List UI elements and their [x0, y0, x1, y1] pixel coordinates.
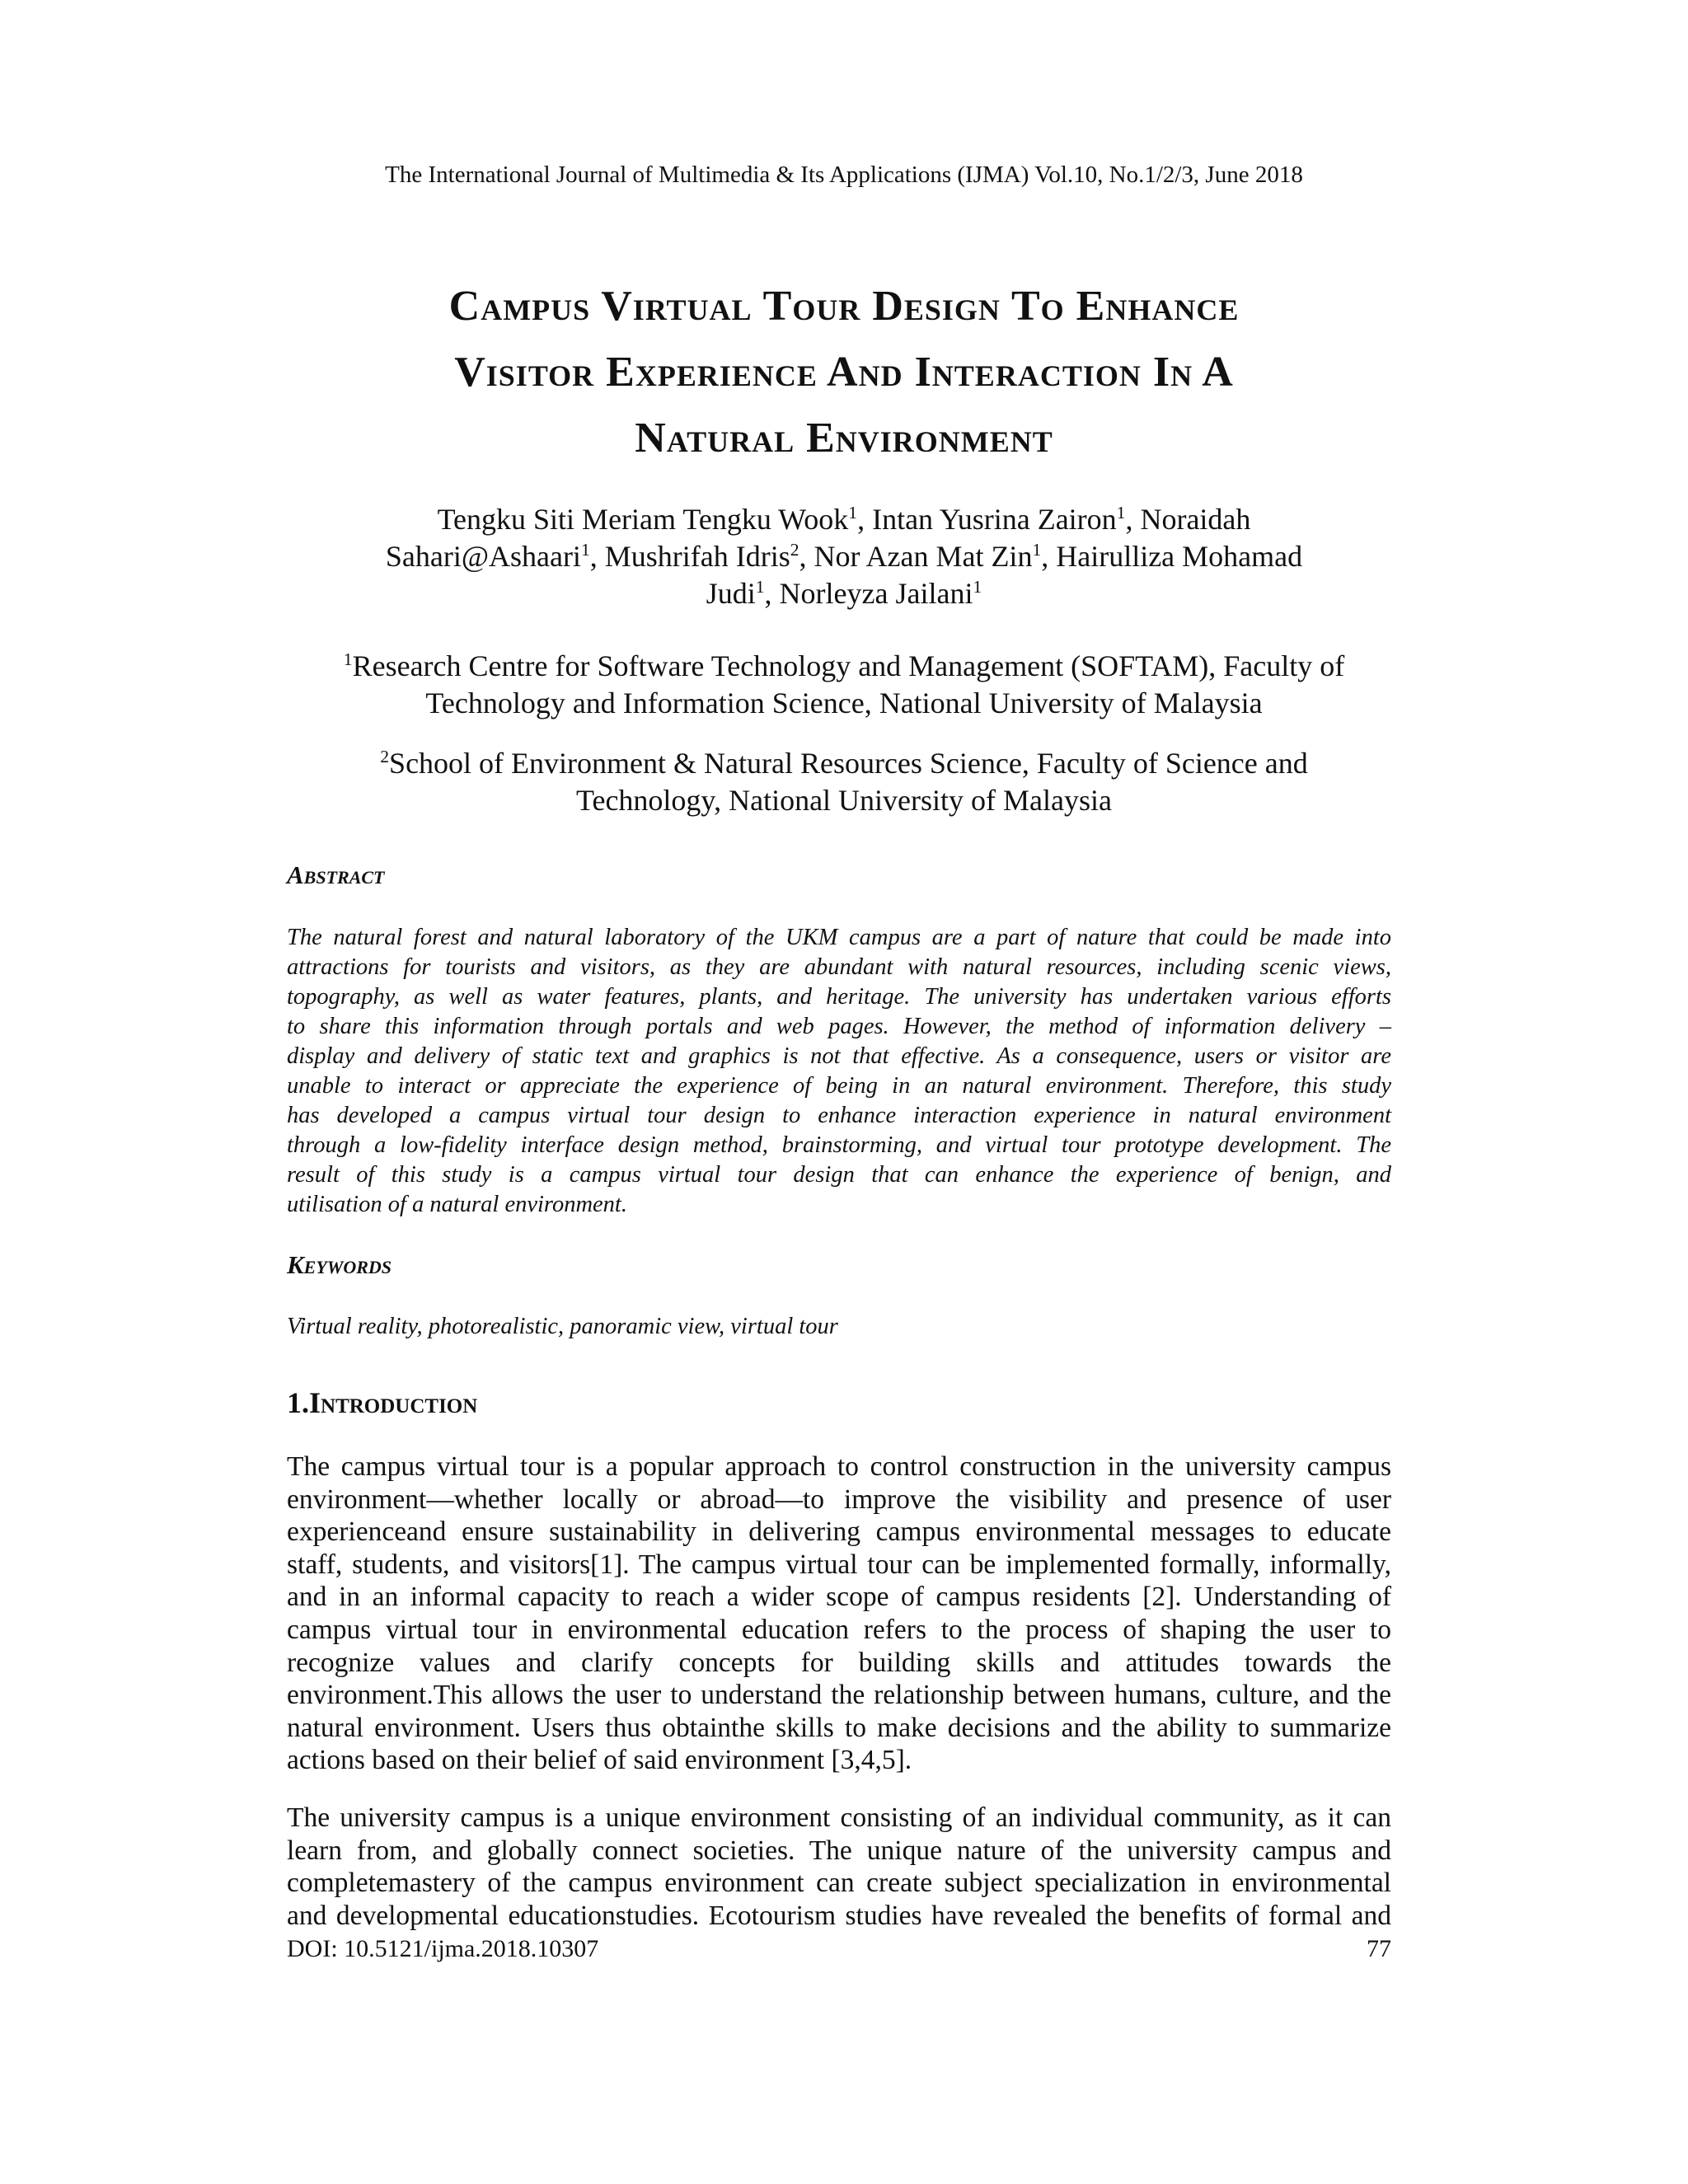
- introduction-paragraph-2: [287, 1802, 1391, 1932]
- affiliation-mark: 1: [973, 577, 982, 597]
- author-line-3: [272, 575, 1416, 612]
- author-list: [272, 501, 1416, 612]
- abstract-line: unable to interact or appreciate the experience of being in an natural environment. Therefore, this study: [287, 1073, 1391, 1099]
- paper-title: [272, 274, 1416, 471]
- affiliation-mark: 2: [790, 540, 799, 560]
- author-separator: ,: [857, 503, 873, 536]
- running-head: The International Journal of Multimedia & Its Applications (IJMA) Vol.10, No.1/2/3, June 2018: [385, 162, 1303, 188]
- author-separator: ,: [799, 540, 814, 573]
- affiliation-mark: 1: [755, 577, 765, 597]
- introduction-paragraph-1: [287, 1451, 1391, 1777]
- author-separator: , Noraidah: [1125, 503, 1251, 536]
- body-line: and developmental educationstudies. Ecotourism studies have revealed the benefits of formal and: [287, 1900, 1391, 1931]
- page-number: 77: [1367, 1935, 1391, 1962]
- affiliation-line: Technology and Information Science, National University of Malaysia: [425, 687, 1263, 719]
- affiliation-line: Technology, National University of Malaysia: [576, 784, 1112, 817]
- affiliation-mark: 1: [580, 540, 590, 560]
- abstract-line: result of this study is a campus virtual tour design that can enhance the experience of benign, and: [287, 1162, 1391, 1188]
- body-line: campus virtual tour in environmental education refers to the process of shaping the user to: [287, 1614, 1391, 1645]
- affiliation-2: [272, 745, 1416, 819]
- author-name: Norleyza Jailani: [779, 577, 973, 610]
- title-line-1: Campus Virtual Tour Design To Enhance: [448, 283, 1240, 330]
- body-line: The university campus is a unique environment consisting of an individual community, as it can: [287, 1802, 1391, 1833]
- affiliation-line: [272, 648, 1416, 685]
- body-line: actions based on their belief of said environment [3,4,5].: [287, 1745, 912, 1776]
- abstract-body: [287, 923, 1391, 1220]
- body-line: experienceand ensure sustainability in delivering campus environmental messages to educate: [287, 1516, 1391, 1548]
- affiliation-mark: 1: [1116, 503, 1126, 523]
- abstract-line: to share this information through portals and web pages. However, the method of information delivery –: [287, 1014, 1391, 1039]
- affiliation-text: Research Centre for Software Technology and Management (SOFTAM), Faculty of: [352, 649, 1345, 682]
- abstract-heading: Abstract: [287, 860, 385, 889]
- author-name: Intan Yusrina Zairon: [872, 503, 1117, 536]
- keywords-list: Virtual reality, photorealistic, panoramic view, virtual tour: [287, 1314, 838, 1339]
- author-separator: , Hairulliza Mohamad: [1041, 540, 1303, 573]
- body-line: natural environment. Users thus obtainthe skills to make decisions and the ability to summarize: [287, 1712, 1391, 1743]
- body-line: environment—whether locally or abroad—to improve the visibility and presence of user: [287, 1483, 1391, 1515]
- body-line: learn from, and globally connect societies. The unique nature of the university campus and: [287, 1835, 1391, 1866]
- author-separator: ,: [764, 577, 780, 610]
- author-separator: ,: [589, 540, 605, 573]
- abstract-line: utilisation of a natural environment.: [287, 1192, 627, 1217]
- body-line: staff, students, and visitors[1]. The campus virtual tour can be implemented formally, informally,: [287, 1549, 1391, 1580]
- abstract-line: attractions for tourists and visitors, as they are abundant with natural resources, including scenic views,: [287, 954, 1391, 980]
- abstract-line: has developed a campus virtual tour design to enhance interaction experience in natural environment: [287, 1103, 1391, 1128]
- affiliation-line: [272, 745, 1416, 782]
- affiliation-mark: 2: [380, 747, 390, 766]
- abstract-line: display and delivery of static text and graphics is not that effective. As a consequence, users or visitor are: [287, 1043, 1391, 1069]
- title-line-2: Visitor Experience And Interaction In A: [454, 349, 1234, 396]
- body-line: completemastery of the campus environment can create subject specialization in environmental: [287, 1868, 1391, 1899]
- body-line: and in an informal capacity to reach a wider scope of campus residents [2]. Understanding of: [287, 1582, 1391, 1613]
- author-line-2: [272, 538, 1416, 575]
- author-line-1: [272, 501, 1416, 538]
- affiliation-mark: 1: [848, 503, 858, 523]
- author-name: Sahari@Ashaari: [385, 540, 581, 573]
- keywords-heading: Keywords: [287, 1250, 392, 1279]
- affiliation-mark: 1: [1032, 540, 1042, 560]
- affiliation-1: [272, 648, 1416, 722]
- body-line: recognize values and clarify concepts for building skills and attitudes towards the: [287, 1647, 1391, 1678]
- body-line: environment.This allows the user to understand the relationship between humans, culture, and the: [287, 1680, 1391, 1711]
- title-line-3: Natural Environment: [635, 415, 1053, 462]
- affiliation-mark: 1: [343, 649, 353, 669]
- author-name: Tengku Siti Meriam Tengku Wook: [437, 503, 849, 536]
- body-line: The campus virtual tour is a popular approach to control construction in the university campus: [287, 1451, 1391, 1482]
- author-name: Mushrifah Idris: [604, 540, 790, 573]
- abstract-line: topography, as well as water features, plants, and heritage. The university has undertaken various efforts: [287, 984, 1391, 1010]
- affiliation-text: School of Environment & Natural Resources Science, Faculty of Science and: [389, 747, 1308, 780]
- abstract-line: The natural forest and natural laboratory of the UKM campus are a part of nature that could be made into: [287, 925, 1391, 950]
- introduction-heading: 1.Introduction: [287, 1386, 478, 1419]
- doi-footer: DOI: 10.5121/ijma.2018.10307: [287, 1935, 599, 1962]
- abstract-line: through a low-fidelity interface design method, brainstorming, and virtual tour prototype development. The: [287, 1132, 1391, 1158]
- author-name: Judi: [706, 577, 756, 610]
- author-name: Nor Azan Mat Zin: [814, 540, 1033, 573]
